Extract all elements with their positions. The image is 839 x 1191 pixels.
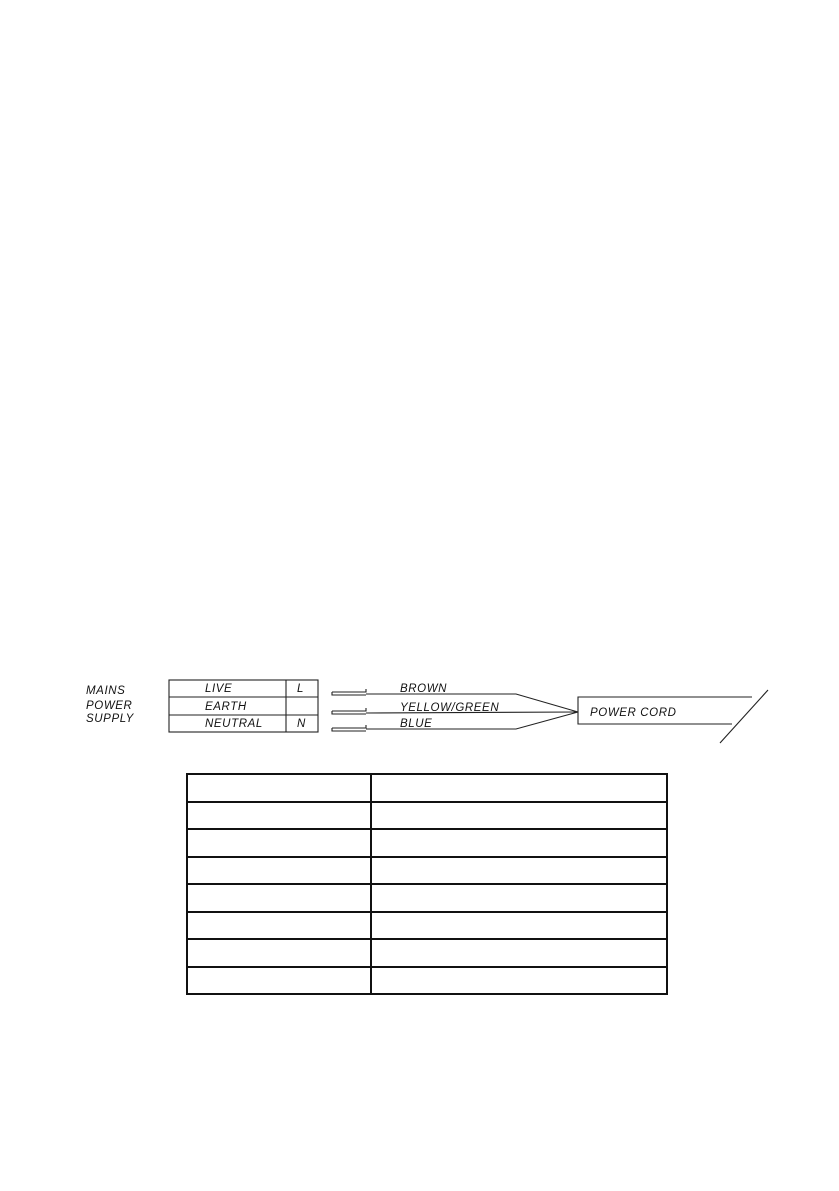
table-row — [187, 912, 667, 940]
table-cell-right — [371, 967, 667, 995]
mains-label-line-1: MAINS — [86, 685, 126, 697]
blank-table — [186, 773, 668, 995]
table-cell-left — [187, 912, 371, 940]
wire-yellow-green-label: YELLOW/GREEN — [400, 702, 500, 714]
table-cell-right — [371, 774, 667, 802]
table-row — [187, 939, 667, 967]
table-cell-right — [371, 857, 667, 885]
terminal-neutral-label: NEUTRAL — [205, 718, 263, 730]
table-row — [187, 802, 667, 830]
terminal-neutral-symbol: N — [297, 718, 306, 730]
mains-label-line-2: POWER — [86, 700, 133, 712]
blank-table-body — [187, 774, 667, 994]
table-cell-right — [371, 884, 667, 912]
terminal-live-label: LIVE — [205, 683, 233, 695]
table-row — [187, 884, 667, 912]
terminal-live-symbol: L — [297, 683, 304, 695]
power-cord-label: POWER CORD — [590, 707, 677, 719]
wire-brown-label: BROWN — [400, 683, 448, 695]
table-row — [187, 967, 667, 995]
table-row — [187, 829, 667, 857]
table-cell-left — [187, 939, 371, 967]
table-cell-right — [371, 939, 667, 967]
table-row — [187, 774, 667, 802]
table-row — [187, 857, 667, 885]
mains-label-line-3: SUPPLY — [86, 713, 134, 725]
table-cell-left — [187, 829, 371, 857]
table-cell-left — [187, 967, 371, 995]
wire-connectors — [332, 689, 366, 731]
table-cell-right — [371, 829, 667, 857]
table-cell-left — [187, 884, 371, 912]
table-cell-left — [187, 774, 371, 802]
table-cell-left — [187, 857, 371, 885]
wire-blue-label: BLUE — [400, 718, 433, 730]
table-cell-right — [371, 802, 667, 830]
table-cell-left — [187, 802, 371, 830]
table-cell-right — [371, 912, 667, 940]
terminal-earth-label: EARTH — [205, 701, 247, 713]
